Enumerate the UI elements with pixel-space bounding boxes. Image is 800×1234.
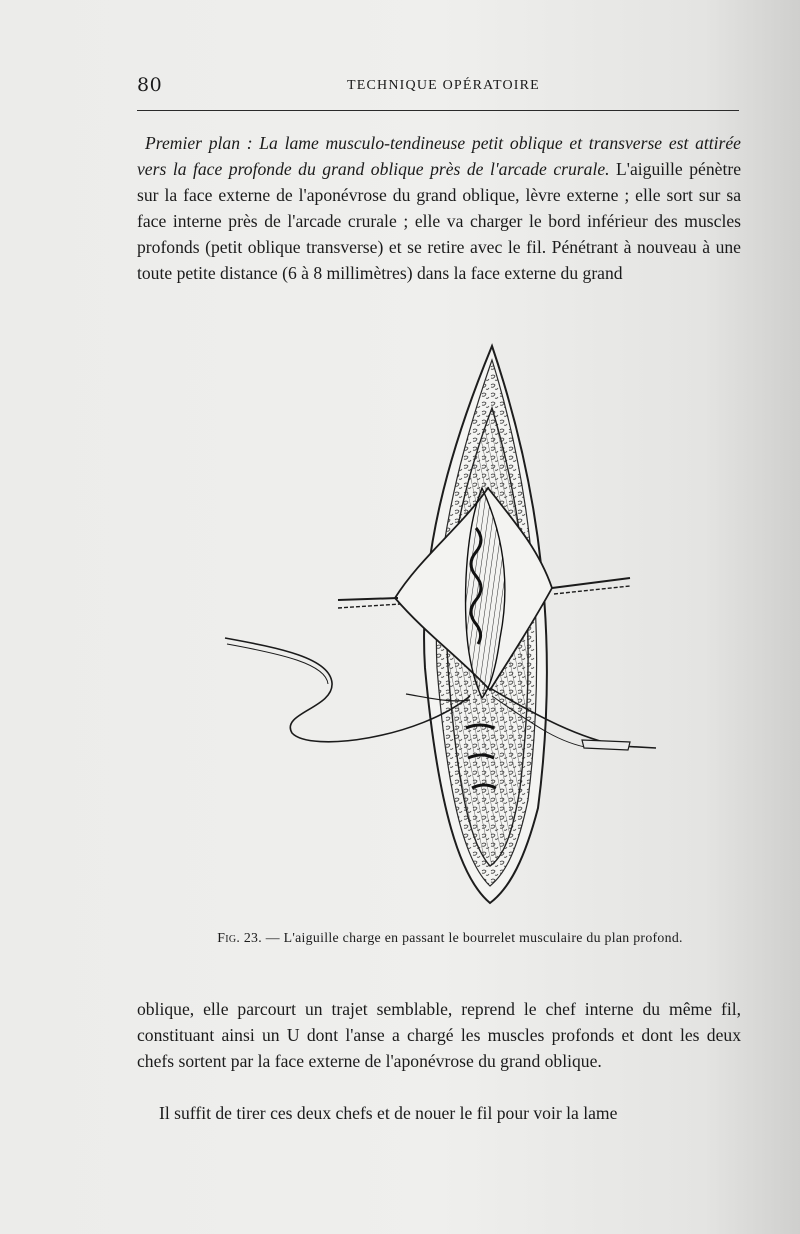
- header-rule: [137, 110, 739, 111]
- running-head: [137, 74, 739, 102]
- paragraph-premier-plan: [137, 130, 741, 286]
- figure-caption-text: — L'aiguille charge en passant le bourrelet musculaire du plan profond.: [262, 930, 683, 945]
- page-number: 80: [137, 74, 163, 96]
- paragraph-lead-italic: Premier plan : La lame musculo-tendineuse petit oblique et transverse est attirée vers la face profonde du grand oblique près de l'arcade crurale.: [137, 133, 741, 179]
- figure-label: Fig. 23.: [217, 930, 263, 945]
- running-title: TECHNIQUE OPÉRATOIRE: [347, 78, 540, 93]
- surgical-illustration: [220, 338, 670, 918]
- paragraph-continuation: oblique, elle parcourt un trajet semblable, reprend le chef interne du même fil, constituant ainsi un U dont l'anse a chargé les muscles profonds et dont les deux chefs sortent par la face externe de l'aponévrose du grand oblique.: [137, 999, 741, 1071]
- paragraph-body: L'aiguille pénètre sur la face externe de l'aponévrose du grand oblique, lèvre externe ; elle sort sur sa face interne près de l'arcade crurale ; elle va charger le bord inférieur des muscles profonds (petit oblique transverse) et se retire avec le fil. Pénétrant à nouveau à une toute petite distance (6 à 8 millimètres) dans la face externe du grand: [137, 159, 741, 283]
- incision-suture-drawing: [220, 338, 670, 918]
- figure-caption: [180, 928, 720, 948]
- paragraph-last: Il suffit de tirer ces deux chefs et de nouer le fil pour voir la lame: [159, 1103, 618, 1123]
